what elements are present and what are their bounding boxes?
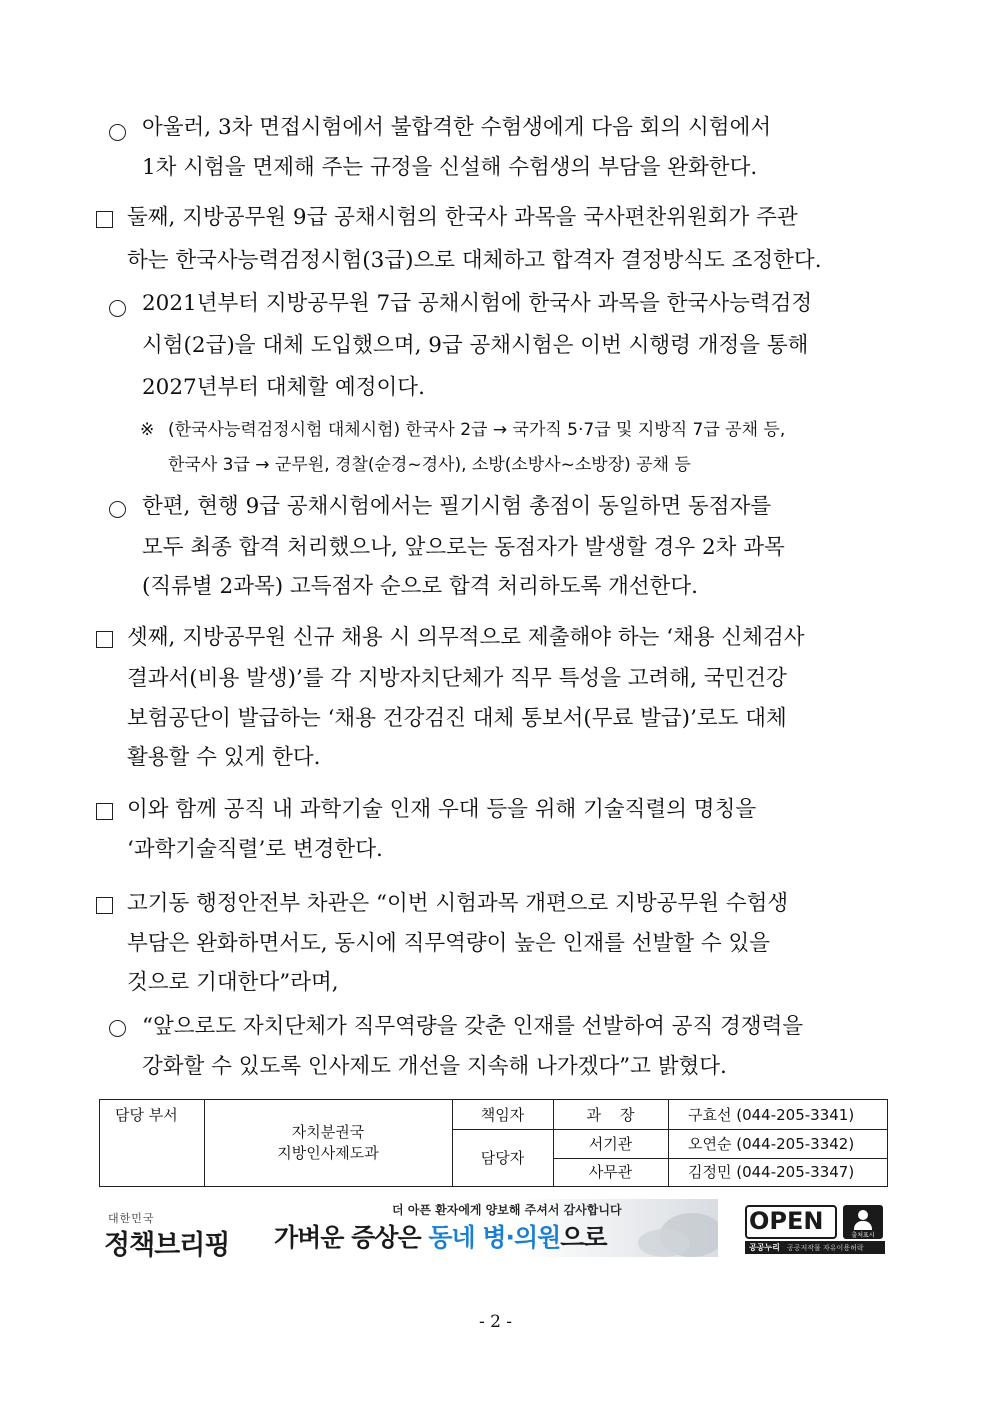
- contact-table: [99, 1099, 888, 1187]
- row-person: 오연순 (044-205-3342): [688, 1135, 855, 1153]
- row-person: 김정민 (044-205-3347): [688, 1163, 855, 1181]
- text-line: 활용할 수 있게 한다.: [127, 745, 321, 770]
- open-sub: 공공누리: [749, 1243, 780, 1252]
- text-line: (직류별 2과목) 고득점자 순으로 합격 처리하도록 개선한다.: [142, 574, 698, 599]
- text-line: 2027년부터 대체할 예정이다.: [142, 375, 425, 400]
- circle-bullet-icon: [109, 300, 126, 317]
- text-line: 강화할 수 있도록 인사제도 개선을 지속해 나가겠다”고 밝혔다.: [142, 1054, 727, 1079]
- banner-top: 더 아픈 환자에게 양보해 주셔서 감사합니다: [392, 1203, 622, 1217]
- circle-bullet-icon: [109, 1020, 126, 1037]
- open-label: OPEN: [749, 1207, 824, 1235]
- text-line: 둘째, 지방공무원 9급 공채시험의 한국사 과목을 국사편찬위원회가 주관: [127, 205, 798, 230]
- text-line: 것으로 기대한다”라며,: [127, 970, 339, 995]
- text-line: 부담은 완화하면서도, 동시에 직무역량이 높은 인재를 선발할 수 있을: [127, 931, 771, 956]
- circle-bullet-icon: [109, 501, 126, 518]
- text-line: 셋째, 지방공무원 신규 채용 시 의무적으로 제출해야 하는 ‘채용 신체검사: [127, 625, 805, 650]
- square-bullet-icon: [96, 803, 113, 820]
- text-line: 시험(2급)을 대체 도입했으며, 9급 공채시험은 이번 시행령 개정을 통해: [142, 333, 809, 358]
- text-line: 한편, 현행 9급 공채시험에서는 필기시험 총점이 동일하면 동점자를: [142, 494, 772, 519]
- note-mark: ※: [140, 420, 155, 440]
- circle-bullet-icon: [109, 124, 126, 141]
- banner-main: 가벼운 증상은 동네 병·의원으로: [274, 1223, 607, 1252]
- text-line: 1차 시험을 면제해 주는 규정을 신설해 수험생의 부담을 완화한다.: [142, 155, 758, 180]
- text-line: 하는 한국사능력검정시험(3급)으로 대체하고 합격자 결정방식도 조정한다.: [127, 248, 822, 273]
- text-line: 모두 최종 합격 처리했으나, 앞으로는 동점자가 발생할 경우 2차 과목: [142, 535, 785, 560]
- square-bullet-icon: [96, 211, 113, 228]
- campaign-banner: [272, 1199, 718, 1257]
- square-bullet-icon: [96, 897, 113, 914]
- open-sub2: 공공저작물 자유이용허락: [787, 1244, 864, 1252]
- text-line: ‘과학기술직렬’로 변경한다.: [127, 837, 383, 862]
- row-title: 과 장: [586, 1106, 635, 1124]
- row-title: 사무관: [588, 1163, 633, 1181]
- text-line: 보험공단이 발급하는 ‘채용 건강검진 대체 통보서(무료 발급)’로도 대체: [127, 706, 787, 731]
- note-line: 한국사 3급 → 군무원, 경찰(순경~경사), 소방(소방사~소방장) 공채 등: [168, 455, 691, 475]
- person-icon: 출처표시: [843, 1205, 883, 1239]
- role-head: 책임자: [480, 1106, 525, 1124]
- page-number: - 2 -: [478, 1312, 513, 1332]
- text-line: 결과서(비용 발생)’를 각 지방자치단체가 직무 특성을 고려해, 국민건강: [127, 666, 787, 691]
- text-line: “앞으로도 자치단체가 직무역량을 갖춘 인재를 선발하여 공직 경쟁력을: [142, 1014, 804, 1039]
- square-bullet-icon: [96, 631, 113, 648]
- text-line: 고기동 행정안전부 차관은 “이번 시험과목 개편으로 지방공무원 수험생: [127, 891, 789, 916]
- dept-line1: 자치분권국: [291, 1123, 365, 1141]
- role-staff: 담당자: [480, 1149, 525, 1167]
- text-line: 아울러, 3차 면접시험에서 불합격한 수험생에게 다음 회의 시험에서: [142, 115, 772, 140]
- dept-line2: 지방인사제도과: [277, 1144, 379, 1162]
- kogl-open-badge: [745, 1205, 885, 1255]
- text-line: 2021년부터 지방공무원 7급 공채시험에 한국사 과목을 한국사능력검정: [142, 291, 813, 316]
- row-person: 구효선 (044-205-3341): [688, 1106, 855, 1124]
- note-line: (한국사능력검정시험 대체시험) 한국사 2급 → 국가직 5·7급 및 지방직 7급 공채 등,: [168, 420, 786, 440]
- text-line: 이와 함께 공직 내 과학기술 인재 우대 등을 위해 기술직렬의 명칭을: [127, 797, 757, 822]
- dept-label: 담당 부서: [115, 1106, 178, 1124]
- row-title: 서기관: [588, 1135, 633, 1153]
